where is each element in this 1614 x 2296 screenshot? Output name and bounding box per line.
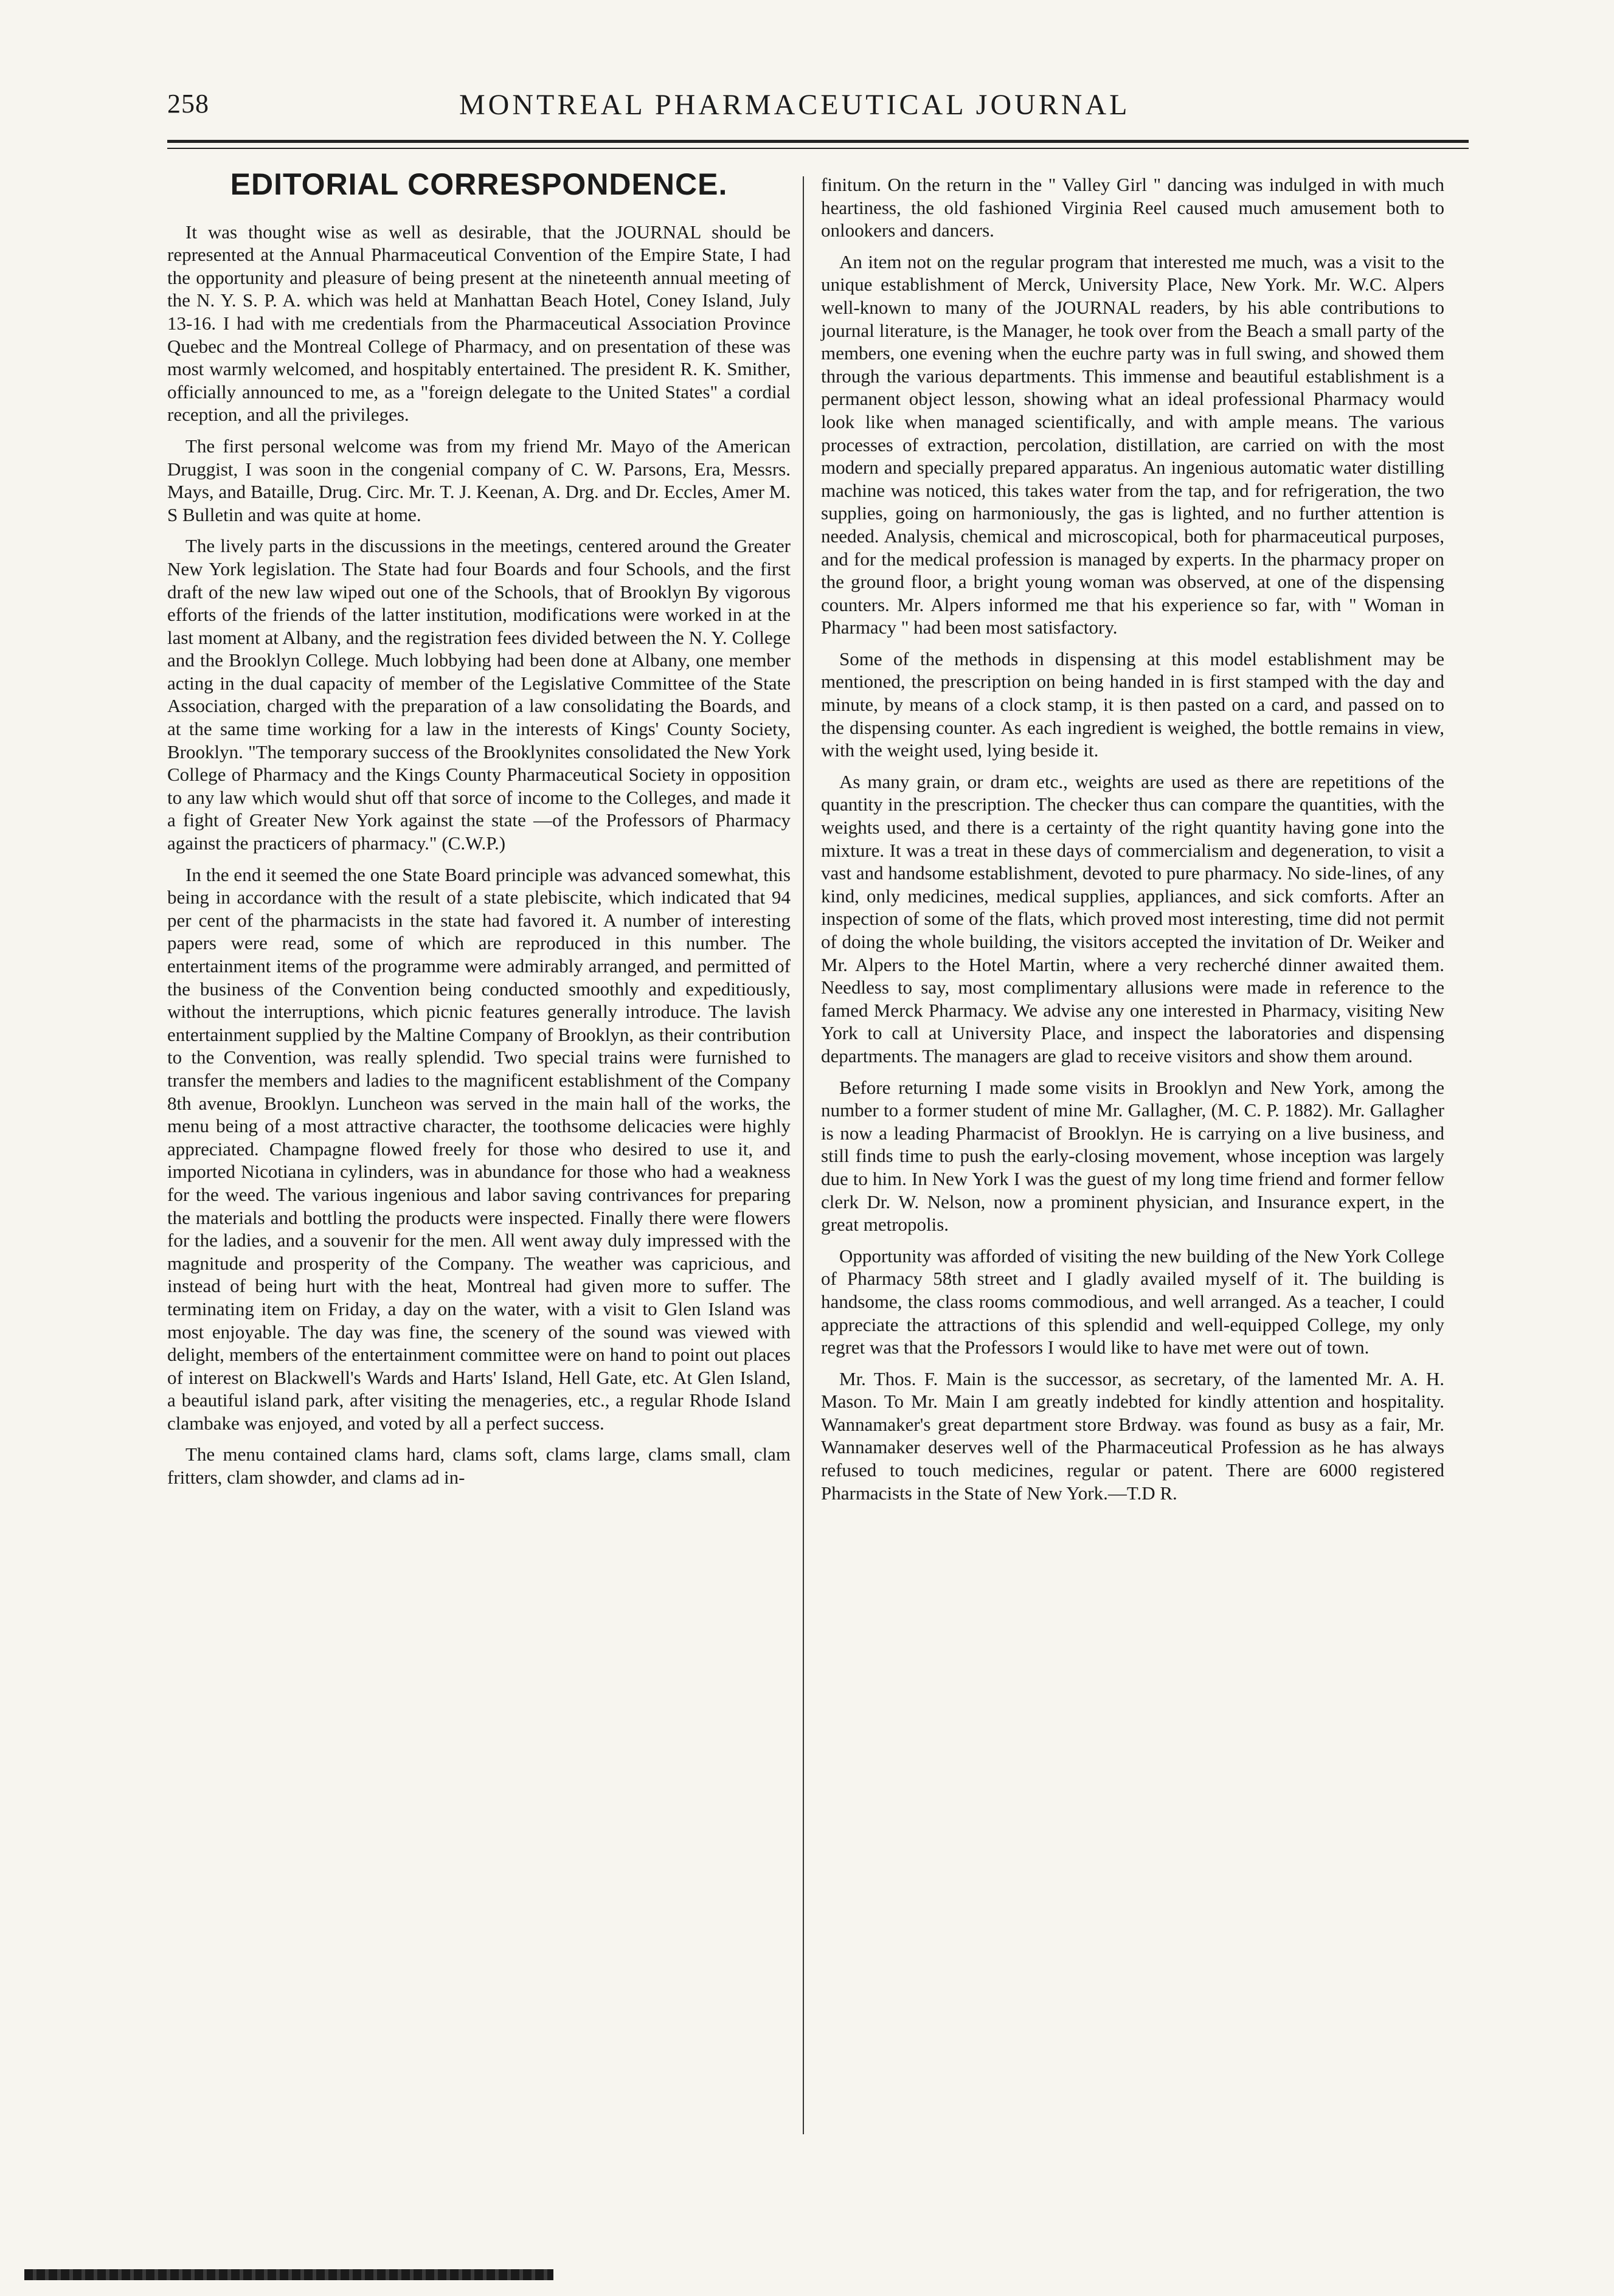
running-head [167,88,1469,131]
paragraph: It was thought wise as well as desirable, that the JOURNAL should be represented at the Annual Pharmaceutical Convention of the Empire State, I had the opportunity and pleasure of being present at the nineteenth annual meeting of the N. Y. S. P. A. which was held at Manhattan Beach Hotel, Coney Island, July 13-16. I had with me credentials from the Pharmaceutical Association Province Quebec and the Montreal College of Pharmacy, and on presentation of these was most warmly welcomed, and hospitably entertained. The president R. K. Smither, officially announced to me, as a "foreign delegate to the United States" a cordial reception, and all the privileges. [167,221,791,426]
paragraph: finitum. On the return in the " Valley Girl " dancing was indulged in with much heartiness, the old fashioned Virginia Reel caused much amusement both to onlookers and dancers. [821,174,1444,241]
page-number: 258 [167,89,209,119]
scan-edge-bar [24,2269,553,2280]
paragraph: In the end it seemed the one State Board principle was advanced somewhat, this being in accordance with the result of a state plebiscite, which indicated that 94 per cent of the pharmacists in the state had favored it. A number of interesting papers were read, some of which are reproduced in this number. The entertainment items of the programme were admirably arranged, and permitted of the business of the Convention being conducted smoothly and expeditiously, without the interruptions, which picnic features generally introduce. The lavish entertainment supplied by the Maltine Company of Brooklyn, as their contribution to the Convention, was really splendid. Two special trains were furnished to transfer the members and ladies to the magnificent establishment of the Company 8th avenue, Brooklyn. Luncheon was served in the main hall of the works, the menu being of a most attractive character, the toothsome delicacies were highly appreciated. Champagne flowed freely for those who desired to use it, and imported Nicotiana in cylinders, was in abundance for those who had a weakness for the weed. The various ingenious and labor saving contrivances for preparing the materials and bottling the products were inspected. Finally there were flowers for the ladies, and a souvenir for the men. All went away duly impressed with the magnitude and prosperity of the Company. The weather was capricious, and instead of being hurt with the heat, Montreal had given more to suffer. The terminating item on Friday, a day on the water, with a visit to Glen Island was most enjoyable. The day was fine, the scenery of the sound was viewed with delight, members of the entertainment committee were on hand to point out places of interest on Blackwell's Wards and Harts' Island, Hell Gate, etc. At Glen Island, a beautiful island park, after visiting the menageries, etc., a regular Rhode Island clambake was enjoyed, and voted by all a perfect success. [167,863,791,1434]
journal-title: MONTREAL PHARMACEUTICAL JOURNAL [459,89,1131,121]
header-rule-thin [167,148,1469,149]
paragraph: An item not on the regular program that interested me much, was a visit to the unique establishment of Merck, University Place, New York. Mr. W.C. Alpers well-known to many of the JOURNAL readers, by his able contributions to journal literature, is the Manager, he took over from the Beach a small party of the members, one evening when the euchre party was in full swing, and showed them through the various departments. This immense and beautiful establishment is a permanent object lesson, showing what an ideal professional Pharmacy would look like when managed scientifically, and with ample means. The various processes of extraction, percolation, distillation, are carried on with the most modern and specially prepared apparatus. An ingenious automatic water distilling machine was noticed, this takes water from the tap, and for refrigeration, the two supplies, going on harmoniously, the gas is lighted, and no further attention is needed. Analysis, chemical and microscopical, both for pharmaceutical purposes, and for the medical profession is managed by experts. In the pharmacy proper on the ground floor, a bright young woman was observed, at one of the dispensing counters. Mr. Alpers informed me that his experience so far, with " Woman in Pharmacy " had been most satisfactory. [821,251,1444,638]
paragraph: The lively parts in the discussions in the meetings, centered around the Greater New York legislation. The State had four Boards and four Schools, and the first draft of the new law wiped out one of the Schools, that of Brooklyn By vigorous efforts of the friends of the latter institution, modifications were worked in at the last moment at Albany, and the registration fees divided between the N. Y. College and the Brooklyn College. Much lobbying had been done at Albany, one member acting in the dual capacity of member of the Legislative Committee of the State Association, charged with the preparation of a law consolidating the Boards, and at the same time working for a law in the interests of Kings' County Society, Brooklyn. "The temporary success of the Brooklynites consolidated the New York College of Pharmacy and the Kings County Pharmaceutical Society in opposition to any law which would shut off that sorce of income to the Colleges, and made it a fight of Greater New York against the state —of the Professors of Pharmacy against the practicers of pharmacy." (C.W.P.) [167,535,791,854]
paragraph: Some of the methods in dispensing at this model establishment may be mentioned, the prescription on being handed in is first stamped with the day and minute, by means of a clock stamp, it is then pasted on a card, and passed on to the dispensing counter. As each ingredient is weighed, the bottle remains in view, with the weight used, lying beside it. [821,648,1444,761]
paragraph: Mr. Thos. F. Main is the successor, as secretary, of the lamented Mr. A. H. Mason. To Mr. Main I am greatly indebted for kindly attention and hospitality. Wannamaker's great department store Brdway. was found as busy as a fair, Mr. Wannamaker deserves well of the Pharmaceutical Profession as he has always refused to touch medicines, regular or patent. There are 6000 registered Pharmacists in the State of New York.—T.D R. [821,1368,1444,1504]
article-title: EDITORIAL CORRESPONDENCE. [230,167,728,201]
paragraph: Opportunity was afforded of visiting the new building of the New York College of Pharmacy 58th street and I gladly availed myself of it. The building is handsome, the class rooms commodious, and well arranged. As a teacher, I could appreciate the attractions of this splendid and well-equipped College, my only regret was that the Professors I would like to have met were out of town. [821,1245,1444,1358]
header-rule-thick [167,140,1469,143]
paragraph: Before returning I made some visits in Brooklyn and New York, among the number to a former student of mine Mr. Gallagher, (M. C. P. 1882). Mr. Gallagher is now a leading Pharmacist of Brooklyn. He is carrying on a live business, and still finds time to push the early-closing movement, whose inception was largely due to him. In New York I was the guest of my long time friend and former fellow clerk Dr. W. Nelson, now a prominent physician, and Insurance expert, in the great metropolis. [821,1076,1444,1236]
paragraph: The first personal welcome was from my friend Mr. Mayo of the American Druggist, I was soon in the congenial company of C. W. Parsons, Era, Messrs. Mays, and Bataille, Drug. Circ. Mr. T. J. Keenan, A. Drg. and Dr. Eccles, Amer M. S Bulletin and was quite at home. [167,435,791,525]
paragraph: The menu contained clams hard, clams soft, clams large, clams small, clam fritters, clam showder, and clams ad in- [167,1444,791,1489]
paragraph: As many grain, or dram etc., weights are used as there are repetitions of the quantity in the prescription. The checker thus can compare the quantities, with the weights used, and there is a certainty of the right quantity having gone into the mixture. It was a treat in these days of commercialism and degeneration, to visit a vast and handsome establishment, devoted to pure pharmacy. No side-lines, of any kind, only medicines, medical supplies, appliances, and sick comforts. After an inspection of some of the flats, which proved most interesting, time did not permit of doing the whole building, the visitors accepted the invitation of Dr. Weiker and Mr. Alpers to the Hotel Martin, where a very recherché dinner awaited them. Needless to say, most complimentary allusions were made in reference to the famed Merck Pharmacy. We advise any one interested in Pharmacy, visiting New York to call at University Place, and inspect the laboratories and dispensing departments. The managers are glad to receive visitors and show them around. [821,770,1444,1067]
left-column [167,167,791,1498]
right-column [821,173,1444,1513]
column-divider [803,176,804,2134]
